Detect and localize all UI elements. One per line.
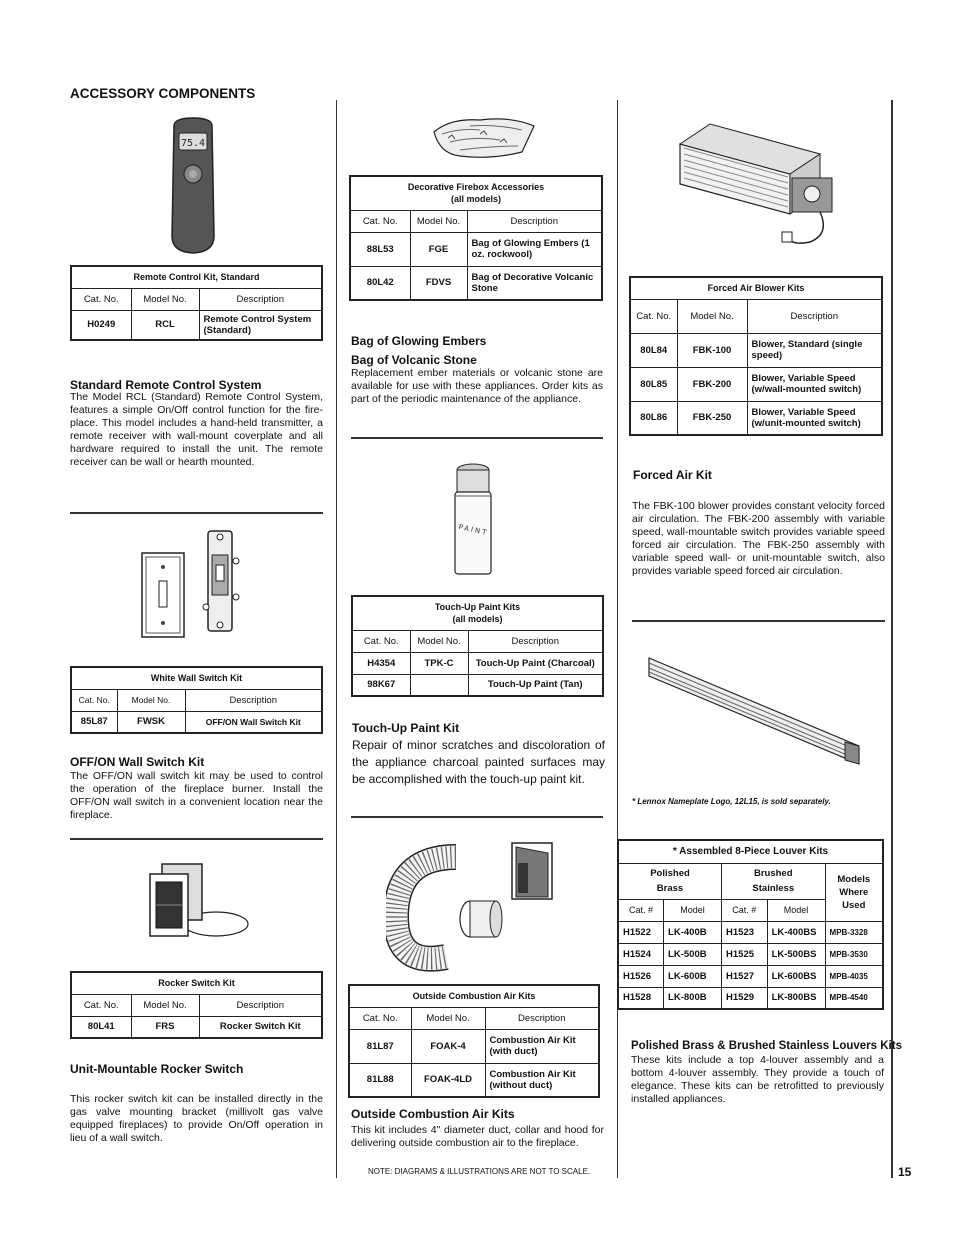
caption-line: (all models) <box>452 614 503 625</box>
paint-can-label: PAINT <box>457 522 489 538</box>
table-cell: FOAK-4LD <box>411 1063 485 1097</box>
table-header: Description <box>468 630 603 652</box>
table-cell: Blower, Variable Speed (w/wall-mounted switch) <box>747 367 882 401</box>
table-header: Description <box>467 210 602 232</box>
combustion-kit-illustration <box>386 827 566 977</box>
table-cell: Blower, Variable Speed (w/unit-mounted switch) <box>747 401 882 435</box>
table-header: Model No. <box>410 630 468 652</box>
table-cell: H0249 <box>71 310 131 340</box>
remote-display: 75.4 <box>180 138 206 149</box>
table-cell: FRS <box>131 1016 199 1038</box>
remote-control-illustration <box>168 116 218 256</box>
table-cell: TPK-C <box>410 652 468 674</box>
firebox-text: Replacement ember materials or volcanic stone are available for use with these appliances. Order kits as part of the periodic maintenance of the appliance. <box>351 367 603 405</box>
table-header: Cat. No. <box>350 210 410 232</box>
table-group-header <box>722 863 826 899</box>
blower-illustration <box>670 104 850 254</box>
table-group-header <box>825 863 883 921</box>
table-row <box>618 921 883 943</box>
wall-switch-table <box>70 666 323 734</box>
table-header: Cat. No. <box>71 994 131 1016</box>
table-cell: Rocker Switch Kit <box>199 1016 322 1038</box>
wall-switch-text: The OFF/ON wall switch kit may be used to control the operation of the fireplace burner. Install the OFF/ON wall switch in a convenient location near the fireplace. <box>70 770 323 821</box>
rocker-switch-table <box>70 971 323 1039</box>
table-caption: Remote Control Kit, Standard <box>71 266 322 288</box>
table-caption: Outside Combustion Air Kits <box>349 985 599 1007</box>
table-header: Description <box>199 288 322 310</box>
table-cell: Combustion Air Kit (without duct) <box>485 1063 599 1097</box>
table-cell: 98K67 <box>352 674 410 696</box>
firebox-heading-1: Bag of Glowing Embers <box>351 334 487 348</box>
table-cell: OFF/ON Wall Switch Kit <box>185 711 322 733</box>
page-number: 15 <box>898 1165 912 1179</box>
table-cell: FWSK <box>117 711 185 733</box>
table-cell: H1525 <box>722 943 768 965</box>
caption-line: Touch-Up Paint Kits <box>434 602 521 613</box>
paint-heading: Touch-Up Paint Kit <box>352 721 460 735</box>
table-header: Model No. <box>131 288 199 310</box>
group-label: Brushed Stainless <box>752 868 795 894</box>
table-cell: FBK-100 <box>677 333 747 367</box>
table-cell: LK-500BS <box>767 943 825 965</box>
table-cell: 80L41 <box>71 1016 131 1038</box>
ember-bag-illustration <box>430 112 540 162</box>
table-cell: 80L86 <box>630 401 677 435</box>
firebox-heading-2: Bag of Volcanic Stone <box>351 353 477 367</box>
louver-illustration <box>645 654 863 774</box>
table-cell: Touch-Up Paint (Tan) <box>468 674 603 696</box>
table-cell: FDVS <box>410 266 467 300</box>
table-caption <box>350 176 602 210</box>
table-cell: 85L87 <box>71 711 117 733</box>
louver-table <box>617 839 884 1010</box>
table-cell: H1524 <box>618 943 664 965</box>
table-header: Description <box>747 299 882 333</box>
table-cell: LK-500B <box>664 943 722 965</box>
table-cell: H1522 <box>618 921 664 943</box>
table-cell <box>410 674 468 696</box>
combustion-heading: Outside Combustion Air Kits <box>351 1107 515 1121</box>
table-header: Model No. <box>410 210 467 232</box>
table-header: Cat. No. <box>630 299 677 333</box>
table-cell: Bag of Decorative Volcanic Stone <box>467 266 602 300</box>
table-cell: H1527 <box>722 965 768 987</box>
table-cell: FOAK-4 <box>411 1029 485 1063</box>
table-cell: LK-400BS <box>767 921 825 943</box>
table-cell: Remote Control System (Standard) <box>199 310 322 340</box>
column-divider-3 <box>891 100 893 1178</box>
table-cell: LK-600B <box>664 965 722 987</box>
blower-text: The FBK-100 blower provides constant velocity forced air circulation. The FBK-200 assembly with variable speed, wall-mountable switch provides variable speed forced air circulation. The FBK-250 assembly with variable speed wall- or unit-mountable switch, also provides variable speed forced air circulation. <box>632 500 885 577</box>
rocker-switch-illustration <box>140 860 250 945</box>
table-cell: FBK-200 <box>677 367 747 401</box>
table-header: Model <box>767 899 825 921</box>
table-header: Cat. No. <box>352 630 410 652</box>
remote-control-table <box>70 265 323 341</box>
louver-text: These kits include a top 4-louver assembly and a bottom 4-louver assembly. They provide a touch of elegance. These kits can be retrofitted to previously installed appliances. <box>631 1054 884 1105</box>
table-header: Model No. <box>411 1007 485 1029</box>
combustion-text: This kit includes 4" diameter duct, collar and hood for delivering outside combustion air to the fireplace. <box>351 1124 604 1149</box>
table-group-header <box>618 863 722 899</box>
paint-table <box>351 595 604 697</box>
table-header: Model No. <box>117 689 185 711</box>
table-cell: H1523 <box>722 921 768 943</box>
table-caption: Rocker Switch Kit <box>71 972 322 994</box>
table-cell: LK-600BS <box>767 965 825 987</box>
remote-heading: Standard Remote Control System <box>70 378 262 392</box>
table-header: Cat. # <box>618 899 664 921</box>
table-caption: White Wall Switch Kit <box>71 667 322 689</box>
scale-note: NOTE: DIAGRAMS & ILLUSTRATIONS ARE NOT TO SCALE. <box>368 1167 591 1176</box>
caption-line: Decorative Firebox Accessories <box>407 182 545 193</box>
wall-switch-illustration <box>140 525 250 645</box>
table-header: Model <box>664 899 722 921</box>
table-header: Cat. No. <box>71 689 117 711</box>
section-divider <box>70 512 323 514</box>
rocker-heading: Unit-Mountable Rocker Switch <box>70 1062 244 1076</box>
table-cell: LK-400B <box>664 921 722 943</box>
column-divider-1 <box>336 100 337 1178</box>
caption-line: (all models) <box>450 194 501 205</box>
table-header: Cat. No. <box>349 1007 411 1029</box>
table-cell: MPB-3328 <box>825 921 883 943</box>
louver-heading: Polished Brass & Brushed Stainless Louvers Kits <box>631 1040 902 1052</box>
table-cell: Blower, Standard (single speed) <box>747 333 882 367</box>
table-cell: MPB-4035 <box>825 965 883 987</box>
table-caption <box>352 596 603 630</box>
table-header: Description <box>199 994 322 1016</box>
blower-table <box>629 276 883 436</box>
table-cell: H1529 <box>722 987 768 1009</box>
combustion-table <box>348 984 600 1098</box>
table-header: Cat. No. <box>71 288 131 310</box>
table-cell: LK-800BS <box>767 987 825 1009</box>
table-cell: LK-800B <box>664 987 722 1009</box>
table-caption: Forced Air Blower Kits <box>630 277 882 299</box>
louver-note: * Lennox Nameplate Logo, 12L15, is sold separately. <box>632 797 831 806</box>
section-divider <box>351 437 603 439</box>
table-cell: MPB-4540 <box>825 987 883 1009</box>
table-cell: RCL <box>131 310 199 340</box>
table-header: Cat. # <box>722 899 768 921</box>
table-row <box>618 965 883 987</box>
table-header: Model No. <box>131 994 199 1016</box>
table-header: Description <box>185 689 322 711</box>
blower-heading: Forced Air Kit <box>633 468 712 482</box>
table-cell: 81L88 <box>349 1063 411 1097</box>
section-divider <box>351 816 603 818</box>
wall-switch-heading: OFF/ON Wall Switch Kit <box>70 755 205 769</box>
page-title: ACCESSORY COMPONENTS <box>70 86 256 101</box>
table-cell: Touch-Up Paint (Charcoal) <box>468 652 603 674</box>
table-row <box>618 943 883 965</box>
table-cell: 81L87 <box>349 1029 411 1063</box>
table-cell: H4354 <box>352 652 410 674</box>
section-divider <box>632 620 885 622</box>
firebox-table <box>349 175 603 301</box>
table-cell: 80L84 <box>630 333 677 367</box>
group-label: Polished Brass <box>650 868 690 894</box>
table-cell: FGE <box>410 232 467 266</box>
paint-can-illustration <box>448 460 498 580</box>
table-cell: Bag of Glowing Embers (1 oz. rockwool) <box>467 232 602 266</box>
group-label: Models Where Used <box>837 873 871 911</box>
table-cell: 80L85 <box>630 367 677 401</box>
table-header: Description <box>485 1007 599 1029</box>
table-cell: MPB-3530 <box>825 943 883 965</box>
table-cell: Combustion Air Kit (with duct) <box>485 1029 599 1063</box>
table-row <box>618 987 883 1009</box>
remote-text: The Model RCL (Standard) Remote Control System, features a simple On/Off control function for the fire-place. This model includes a hand-held transmitter, a remote receiver with wall-mount coverplate and all hardware required to install the unit. The remote receiver can be wall or hearth mounted. <box>70 391 323 468</box>
paint-text: Repair of minor scratches and discoloration of the appliance charcoal painted surfaces may be accomplished with the touch-up paint kit. <box>352 738 605 786</box>
table-cell: H1528 <box>618 987 664 1009</box>
table-cell: H1526 <box>618 965 664 987</box>
table-cell: 88L53 <box>350 232 410 266</box>
column-divider-2 <box>617 100 618 1178</box>
table-caption: * Assembled 8-Piece Louver Kits <box>618 840 883 863</box>
table-cell: 80L42 <box>350 266 410 300</box>
section-divider <box>70 838 323 840</box>
table-cell: FBK-250 <box>677 401 747 435</box>
rocker-text: This rocker switch kit can be installed directly in the gas valve mounting bracket (millivolt gas valve equipped fireplaces) to provide On/Off operation in lieu of a wall switch. <box>70 1093 323 1144</box>
table-header: Model No. <box>677 299 747 333</box>
